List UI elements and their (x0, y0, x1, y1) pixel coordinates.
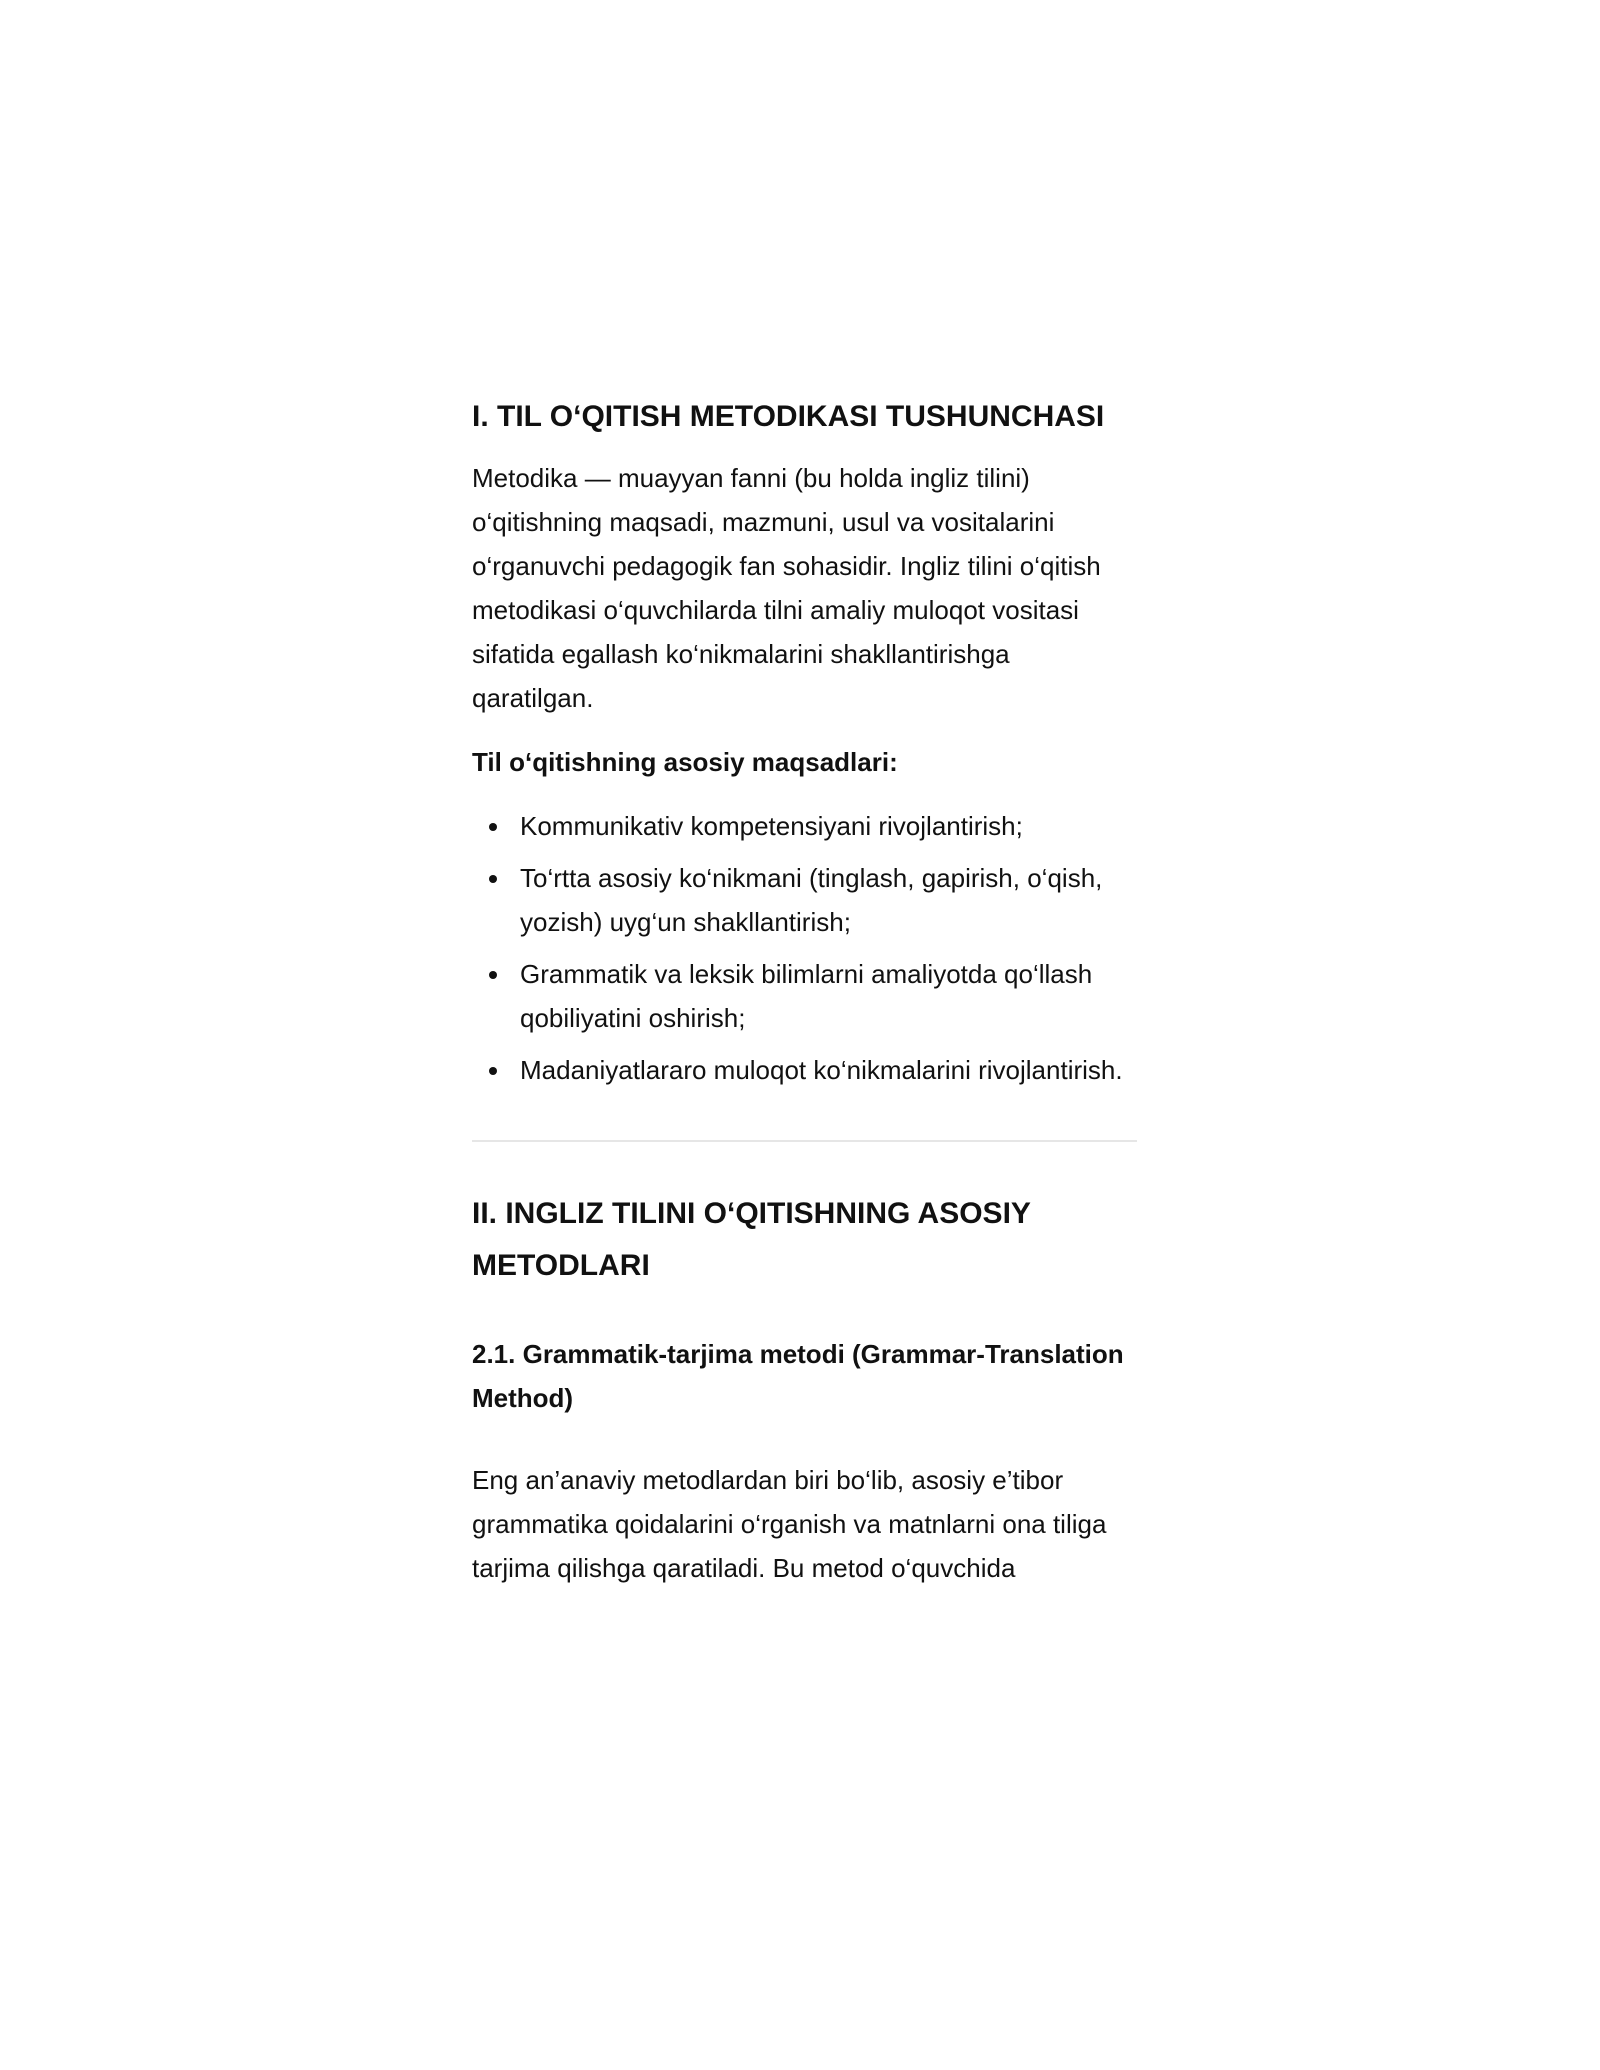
goal-item (472, 1048, 1137, 1092)
bullet-icon (489, 1067, 497, 1075)
goal-item-text: Grammatik va leksik bilimlarni amaliyotda qo‘llash qobiliyatini oshirish; (520, 959, 1093, 1033)
goals-list (472, 804, 1137, 1092)
goal-item-text: Madaniyatlararo muloqot ko‘nikmalarini rivojlantirish. (520, 1055, 1123, 1085)
section-divider (472, 1140, 1137, 1142)
bullet-icon (489, 971, 497, 979)
goal-item-text: Kommunikativ kompetensiyani rivojlantirish; (520, 811, 1023, 841)
section-2-paragraph: Eng an’anaviy metodlardan biri bo‘lib, asosiy e’tibor grammatika qoidalarini o‘rganish va matnlarni ona tiliga tarjima qilishga qaratiladi. Bu metod o‘quvchida (472, 1465, 1107, 1583)
section-1-heading: I. TIL O‘QITISH METODIKASI TUSHUNCHASI (472, 400, 1105, 433)
bullet-icon (489, 823, 497, 831)
goal-item (472, 856, 1137, 944)
subsection-2-1-heading: 2.1. Grammatik-tarjima metodi (Grammar-Translation Method) (472, 1339, 1124, 1413)
section-1-paragraph: Metodika — muayyan fanni (bu holda ingliz tilini) o‘qitishning maqsadi, mazmuni, usul va vositalarini o‘rganuvchi pedagogik fan sohasidir. Ingliz tilini o‘qitish metodikasi o‘quvchilarda tilni amaliy muloqot vositasi sifatida egallash ko‘nikmalarini shakllantirishga qaratilgan. (472, 463, 1101, 713)
goal-item (472, 804, 1137, 848)
goals-label: Til o‘qitishning asosiy maqsadlari: (472, 747, 898, 777)
section-2-heading: II. INGLIZ TILINI O‘QITISHNING ASOSIY METODLARI (472, 1197, 1031, 1282)
document-body (472, 396, 1137, 1590)
goal-item-text: To‘rtta asosiy ko‘nikmani (tinglash, gapirish, o‘qish, yozish) uyg‘un shakllantirish; (520, 863, 1103, 937)
goal-item (472, 952, 1137, 1040)
bullet-icon (489, 875, 497, 883)
